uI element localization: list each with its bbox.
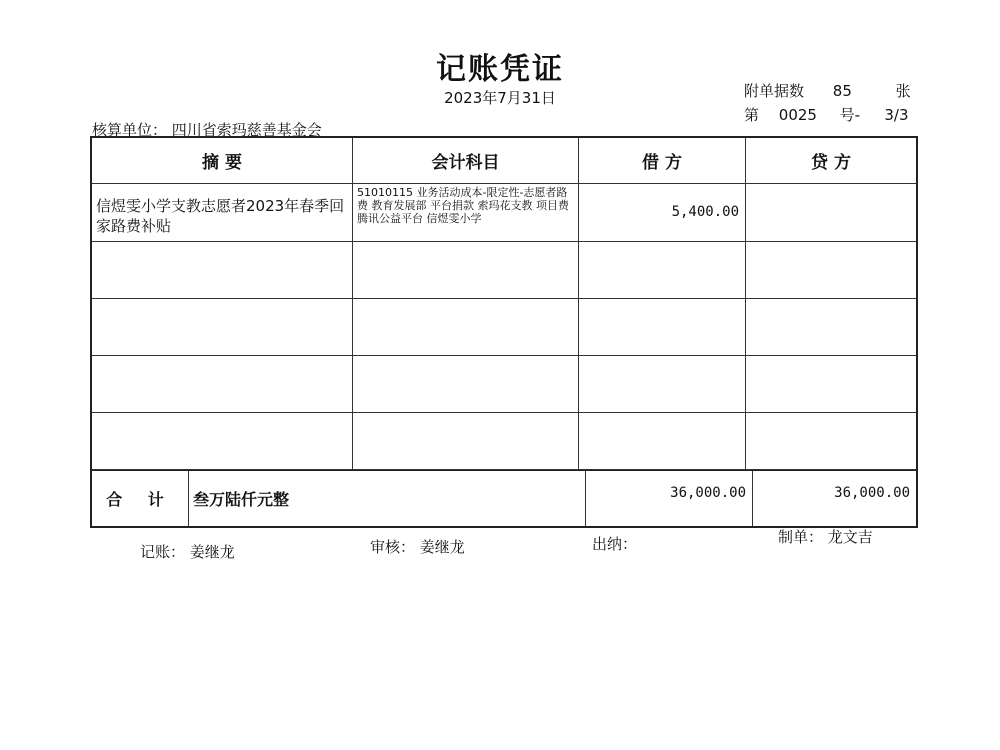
header-account-subject: 会计科目 [353, 138, 579, 183]
attachments-unit: 张 [895, 82, 911, 100]
total-amount-words: 叁万陆仟元整 [189, 471, 586, 526]
table-header-row [92, 138, 916, 184]
row-credit [746, 413, 916, 469]
bookkeeper-signature [140, 541, 235, 562]
attachments-value: 85 [832, 82, 852, 100]
voucher-number-prefix: 第 [744, 106, 760, 124]
cashier-signature [592, 533, 637, 554]
reviewer-name: 姜继龙 [419, 538, 465, 556]
row-credit [746, 242, 916, 298]
accounting-unit-label: 核算单位： [92, 121, 168, 139]
header-credit: 贷 方 [811, 153, 851, 173]
voucher-table [90, 136, 918, 528]
table-row [92, 184, 916, 242]
row-account-subject [353, 413, 579, 469]
row-summary [92, 242, 353, 298]
bookkeeper-label: 记账： [140, 543, 186, 561]
cashier-label: 出纳： [592, 535, 638, 553]
voucher-page-fraction: 3/3 [884, 106, 909, 124]
preparer-name: 龙文吉 [827, 528, 873, 546]
voucher-number-value: 0025 [778, 106, 817, 124]
table-row [92, 242, 916, 299]
row-debit: 5,400.00 [579, 184, 746, 241]
header-summary: 摘 要 [92, 138, 353, 183]
row-summary [92, 356, 353, 412]
preparer-label: 制单： [778, 528, 824, 546]
bookkeeper-name: 姜继龙 [189, 543, 235, 561]
row-debit [579, 356, 746, 412]
row-account-subject [353, 356, 579, 412]
row-account-subject [353, 299, 579, 355]
row-summary: 信煜雯小学支教志愿者2023年春季回家路费补贴 [92, 184, 353, 241]
header-debit: 借 方 [579, 138, 746, 183]
table-total-row [92, 470, 916, 526]
voucher-title: 记账凭证 [436, 52, 564, 87]
voucher-number-suffix: 号- [839, 106, 860, 124]
voucher-date: 2023年7月31日 [444, 89, 556, 107]
attachments-label: 附单据数 [744, 82, 805, 100]
voucher-number [744, 104, 914, 125]
table-row [92, 413, 916, 470]
row-debit [579, 299, 746, 355]
row-credit [746, 184, 916, 241]
row-debit [579, 413, 746, 469]
total-credit: 36,000.00 [834, 485, 910, 501]
reviewer-signature [370, 536, 465, 557]
total-label: 合 计 [92, 471, 189, 526]
table-row [92, 299, 916, 356]
table-row [92, 356, 916, 413]
row-credit [746, 356, 916, 412]
attachments-count [744, 80, 914, 101]
row-summary [92, 413, 353, 469]
row-summary [92, 299, 353, 355]
row-credit [746, 299, 916, 355]
row-debit [579, 242, 746, 298]
preparer-signature [778, 526, 873, 547]
total-debit: 36,000.00 [586, 471, 753, 526]
reviewer-label: 审核： [370, 538, 416, 556]
row-account-subject [353, 242, 579, 298]
row-account-subject: 51010115 业务活动成本-限定性-志愿者路费 教育发展部 平台捐款 索玛花支教 项目费 腾讯公益平台 信煜雯小学 [353, 184, 579, 241]
accounting-unit-name: 四川省索玛慈善基金会 [171, 121, 322, 139]
